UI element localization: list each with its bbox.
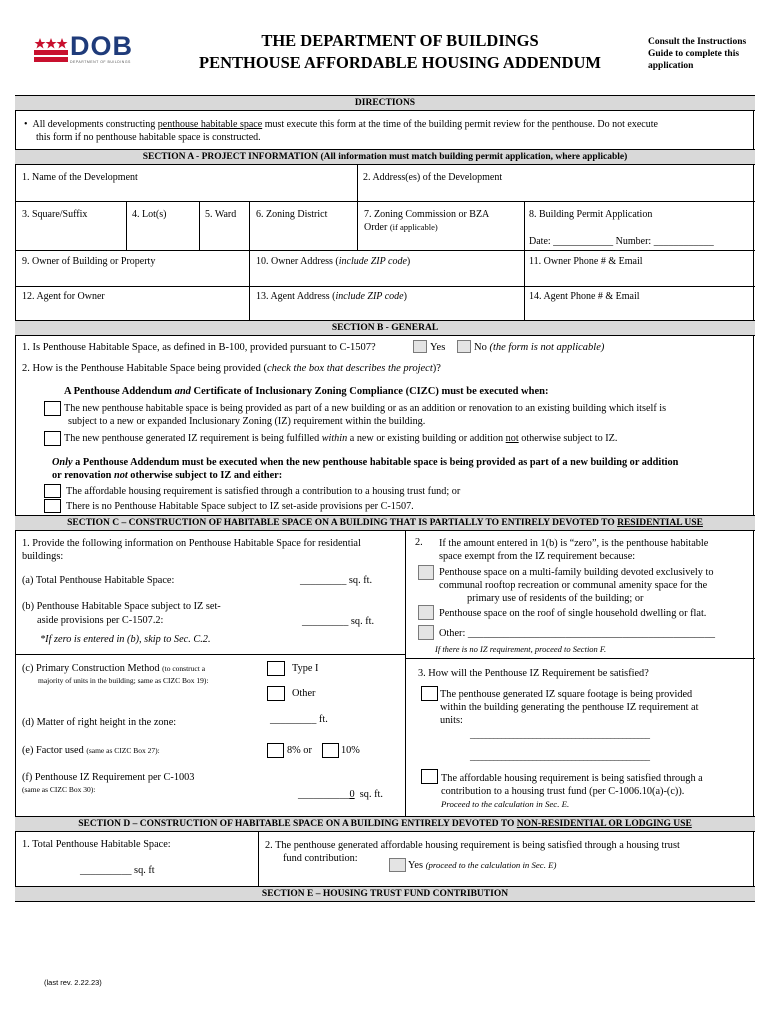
b-a-option2: The new penthouse generated IZ requirement is being fulfilled within a new or existing building or addition not otherwise subject to IZ. [64,433,618,444]
c-question-2: If the amount entered in 1(b) is “zero”, is the penthouse habitable space exempt from the IZ requirement because: [439,538,709,562]
b-b-option1-checkbox[interactable] [44,484,61,498]
c-q2-option1: Penthouse space on a multi-family building devoted exclusively to communal rooftop recreation or communal amenity space for the primary use of residents of the building; or [439,567,714,604]
c-8pct-checkbox[interactable] [267,743,284,758]
section-a-band [15,149,755,165]
c-e-label: (e) Factor used (same as CIZC Box 27): [22,745,160,756]
field-agent[interactable]: 12. Agent for Owner [22,291,105,302]
b-a-option1-checkbox[interactable] [44,401,61,416]
d-yes-label: Yes (proceed to the calculation in Sec. E) [408,860,557,871]
c-type1-checkbox[interactable] [267,661,285,676]
c-a-value[interactable]: _________ sq. ft. [300,575,373,586]
c-q2-option1-checkbox[interactable] [418,565,434,580]
section-d-band: SECTION D – CONSTRUCTION OF HABITABLE SPACE ON A BUILDING ENTIRELY DEVOTED TO NON-RESIDENTIAL OR LODGING USE [15,816,755,832]
field-agent-phone-email[interactable]: 14. Agent Phone # & Email [529,291,640,302]
field-address-development[interactable]: 2. Address(es) of the Development [363,172,503,183]
c-q3-option1-checkbox[interactable] [421,686,438,701]
field-agent-address[interactable]: 13. Agent Address (include ZIP code) [256,291,407,302]
c-other-label: Other [292,688,316,699]
c-d-label: (d) Matter of right height in the zone: [22,717,177,728]
field-owner-phone-email[interactable]: 11. Owner Phone # & Email [529,256,643,267]
c-b-label: (b) Penthouse Habitable Space subject to IZ set- aside provisions per C-1507.2: [22,601,221,626]
section-a-title: SECTION A - PROJECT INFORMATION (All information must match building permit application, where applicable) [142,152,628,162]
c-q2-option3-checkbox[interactable] [418,625,434,640]
section-b-title: SECTION B - GENERAL [331,323,439,333]
c-q2-other[interactable]: Other: ________________________________________________ [439,628,716,639]
c-other-checkbox[interactable] [267,686,285,701]
c-question-3: 3. How will the Penthouse IZ Requirement be satisfied? [418,668,649,679]
directions-title: DIRECTIONS [354,98,416,108]
c-q3-option2: The affordable housing requirement is being satisfied through a contribution to a housing trust fund (per C-1006.10(a)-(c)). Proceed to the calculation in Sec. E. [441,773,703,809]
c-q3-option2-checkbox[interactable] [421,769,438,784]
b-question-2: 2. How is the Penthouse Habitable Space being provided (check the box that describes the project)? [22,363,441,374]
field-lots[interactable]: 4. Lot(s) [132,209,167,220]
c-8pct-label: 8% or [287,745,312,756]
d-q1-value[interactable]: __________ sq. ft [80,865,155,876]
c-10pct-label: 10% [341,745,360,756]
c-b-note: *If zero is entered in (b), skip to Sec. C.2. [40,634,211,645]
field-owner-address[interactable]: 10. Owner Address (include ZIP code) [256,256,411,267]
directions-bullet-line2: this form if no penthouse habitable space is constructed. [36,132,261,143]
field-permit-date-number[interactable]: Date: ____________ Number: ____________ [529,236,714,247]
b1-no-checkbox[interactable] [457,340,471,353]
field-ward[interactable]: 5. Ward [205,209,237,220]
bullet-dot: • [24,119,33,130]
section-e-title: SECTION E – HOUSING TRUST FUND CONTRIBUTION [261,889,509,899]
c-q3-option1: The penthouse generated IZ square footage is being provided within the building generating the penthouse IZ requirement at units: [440,689,699,726]
consult-line2: Guide to complete this [648,49,740,59]
logo-text: DOB [70,31,133,61]
d-yes-checkbox[interactable] [389,858,406,872]
form-title-line2: PENTHOUSE AFFORDABLE HOUSING ADDENDUM [198,53,601,72]
b1-yes-checkbox[interactable] [413,340,427,353]
b-question-1: 1. Is Penthouse Habitable Space, as defined in B-100, provided pursuant to C-1507? [22,342,376,353]
field-permit-application[interactable]: 8. Building Permit Application [529,209,653,220]
field-zoning-district[interactable]: 6. Zoning District [256,209,328,220]
b1-yes-label: Yes [430,342,446,353]
b-a-option2-checkbox[interactable] [44,431,61,446]
c-f-label: (f) Penthouse IZ Requirement per C-1003 (same as CIZC Box 30): [22,772,195,794]
c-q2-option2: Penthouse space on the roof of single household dwelling or flat. [439,608,707,619]
field-zoning-order[interactable]: 7. Zoning Commission or BZA Order (if applicable) [364,209,490,233]
b-b-option1: The affordable housing requirement is satisfied through a contribution to a housing trust fund; or [66,486,461,497]
section-c-band: SECTION C – CONSTRUCTION OF HABITABLE SPACE ON A BUILDING THAT IS PARTIALLY TO ENTIRELY DEVOTED TO RESIDENTIAL USE [15,515,755,531]
c-q2-option2-checkbox[interactable] [418,605,434,620]
field-name-development[interactable]: 1. Name of the Development [22,172,138,183]
b-b-option2: There is no Penthouse Habitable Space subject to IZ set-aside provisions per C-1507. [66,501,414,512]
c-type1-label: Type I [292,663,319,674]
logo-subtext: DEPARTMENT OF BUILDINGS [70,60,131,64]
b1-no-label: No (the form is not applicable) [474,342,605,353]
c-q2-note: If there is no IZ requirement, proceed to Section F. [435,644,607,654]
d-question-2: 2. The penthouse generated affordable housing requirement is being satisfied through a housing trust fund contribution: [265,840,680,864]
c-question-1: 1. Provide the following information on Penthouse Habitable Space for residential buildings: [22,538,361,562]
d-question-1: 1. Total Penthouse Habitable Space: [22,839,171,850]
c-c-label: (c) Primary Construction Method (to construct a majority of units in the building; same as CIZC Box 19): [22,663,209,685]
directions-band [15,95,755,111]
c-q3-units-blank-2[interactable]: ______________________________________________ [470,752,650,762]
c-q3-units-blank-1[interactable]: ______________________________________________ [470,730,650,740]
directions-bullet: • All developments constructing penthouse habitable space must execute this form at the time of the building permit review for the penthouse. Do not execute [24,119,658,130]
b-a-option1: The new penthouse habitable space is being provided as part of a new building or as an addition or renovation to an existing building which itself is subject to a new or expanded Inclusionary Zoning (IZ) requirement within the building. [64,403,667,427]
c-b-value[interactable]: _________ sq. ft. [302,616,375,627]
c-d-value[interactable]: _________ ft. [270,714,328,725]
field-owner[interactable]: 9. Owner of Building or Property [22,256,156,267]
revision-note: (last rev. 2.22.23) [44,978,102,987]
consult-line1: Consult the Instructions [648,37,747,47]
c-q2-number: 2. [415,537,423,548]
form-title-line1: THE DEPARTMENT OF BUILDINGS [261,31,539,50]
c-10pct-checkbox[interactable] [322,743,339,758]
section-e-band [15,886,755,902]
consult-line3: application [648,61,694,71]
c-a-label: (a) Total Penthouse Habitable Space: [22,575,175,586]
b-heading-b: Only a Penthouse Addendum must be executed when the new penthouse habitable space is being provided as part of a new building or addition or renovation not otherwise subject to IZ and either: [52,457,679,481]
b-heading-a: A Penthouse Addendum and Certificate of Inclusionary Zoning Compliance (CIZC) must be executed when: [64,386,549,397]
consult-instructions [648,36,746,72]
b-b-option2-checkbox[interactable] [44,499,61,513]
field-square-suffix[interactable]: 3. Square/Suffix [22,209,88,220]
c-f-value[interactable]: __________0 sq. ft. [298,789,383,800]
section-b-band [15,320,755,336]
